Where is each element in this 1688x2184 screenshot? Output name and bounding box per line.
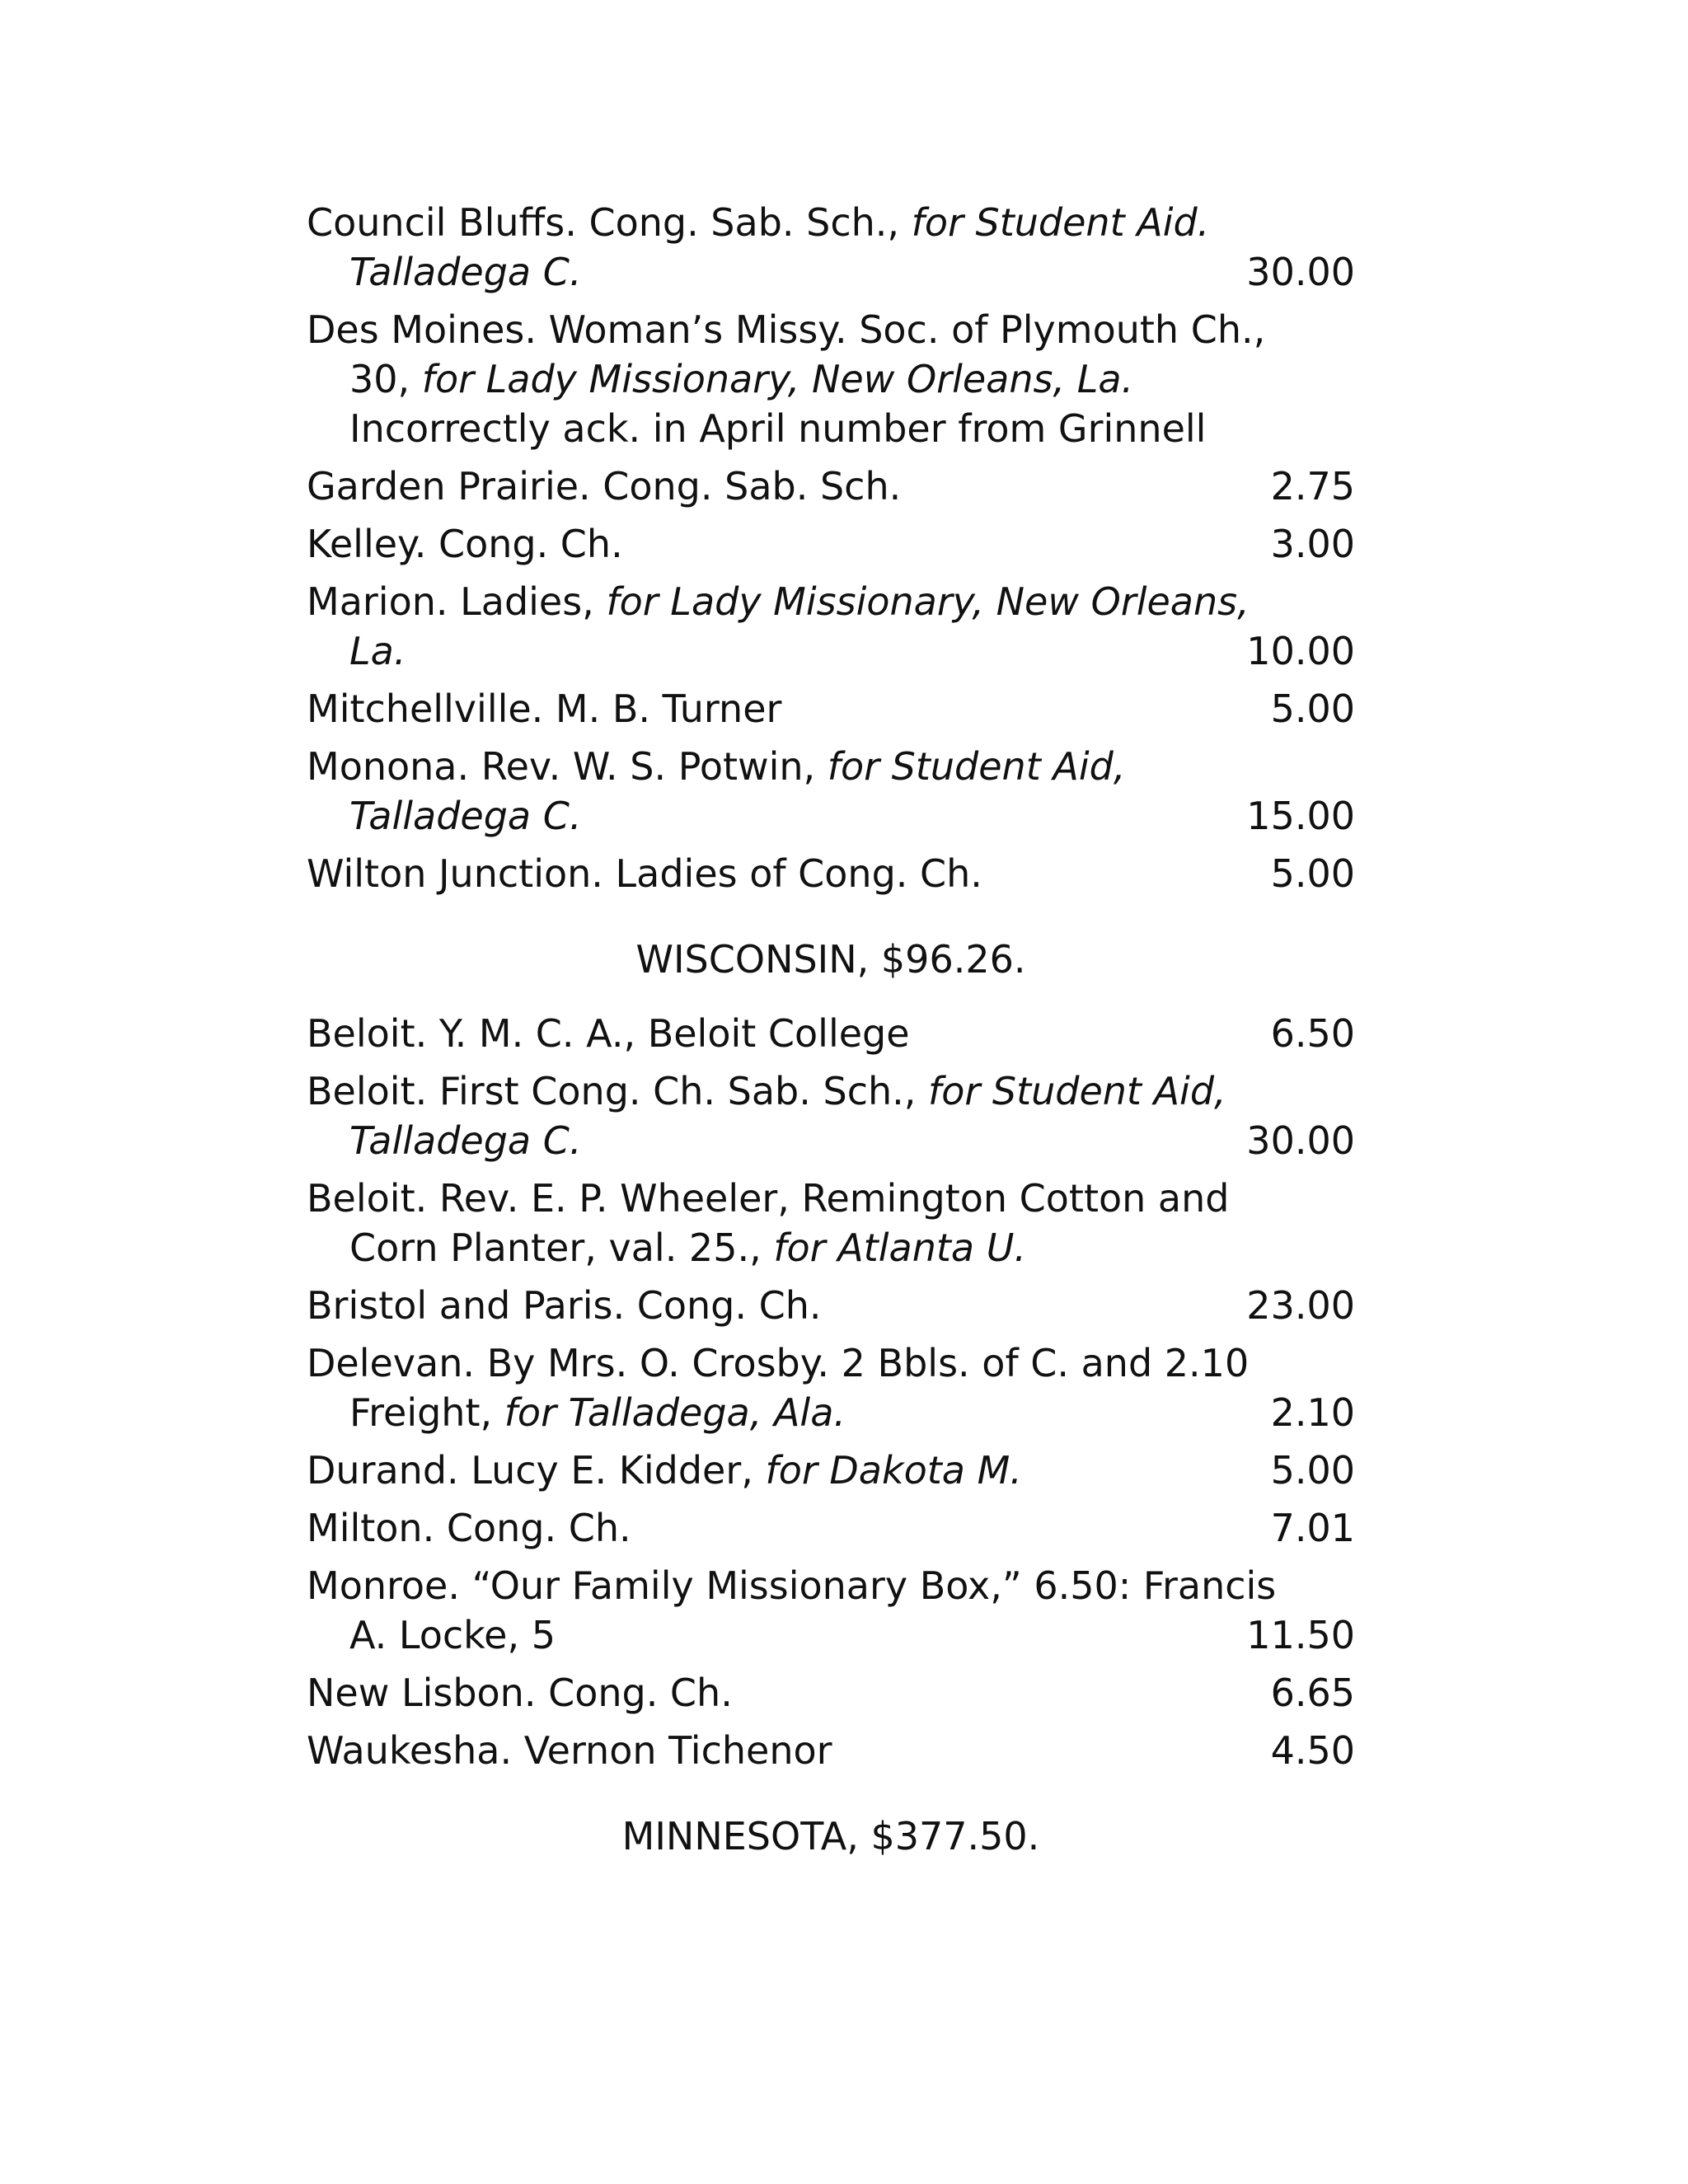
entry-line — [307, 1561, 1355, 1610]
entry-description: Cong. Ch. — [434, 1506, 631, 1550]
entry-amount: 5.00 — [1270, 851, 1355, 896]
entry-amount: 7.01 — [1270, 1506, 1355, 1550]
entry-text — [349, 626, 406, 676]
entry-line — [307, 1726, 1355, 1775]
place-name: Mitchellville. — [307, 687, 544, 731]
entry-line — [307, 1668, 1355, 1718]
entry-line — [307, 404, 1355, 453]
donation-entry — [307, 1668, 1355, 1718]
place-name: Marion. — [307, 579, 448, 624]
entry-text — [307, 1009, 910, 1058]
entry-description: Cong. Ch. — [426, 522, 623, 566]
entry-amount: 3.00 — [1270, 522, 1355, 566]
entry-description: Incorrectly ack. in April number from Grinnell — [349, 406, 1207, 451]
minnesota-heading: MINNESOTA, $377.50. — [621, 1814, 1040, 1858]
entry-description: First Cong. Ch. Sab. Sch., — [427, 1069, 929, 1113]
donation-entry — [307, 1174, 1355, 1272]
place-name: Beloit. — [307, 1069, 428, 1113]
iowa-entries — [307, 198, 1355, 898]
entry-text — [307, 1726, 832, 1775]
entry-line — [307, 1610, 1355, 1660]
entry-designation: for Lady Missionary, New Orleans, La. — [421, 357, 1134, 401]
place-name: Kelley. — [307, 522, 427, 566]
entry-description: Ladies, — [448, 579, 607, 624]
place-name: Des Moines. — [307, 307, 537, 352]
entry-text — [307, 1446, 1022, 1495]
entry-amount: 4.50 — [1270, 1728, 1355, 1773]
place-name: Waukesha. — [307, 1728, 513, 1773]
place-name: Delevan. — [307, 1341, 475, 1385]
entry-designation: for Dakota M. — [765, 1448, 1022, 1493]
entry-text — [349, 1610, 556, 1660]
entry-text — [307, 1066, 1226, 1116]
entry-text — [349, 404, 1206, 453]
entry-description: Vernon Tichenor — [512, 1728, 832, 1773]
entry-line — [307, 626, 1355, 676]
entry-line — [307, 742, 1355, 791]
place-name: Milton. — [307, 1506, 435, 1550]
entry-text — [307, 1503, 631, 1553]
donation-entry — [307, 305, 1355, 453]
donation-entry — [307, 198, 1355, 297]
place-name: Monroe. — [307, 1563, 460, 1608]
wisconsin-entries — [307, 1009, 1355, 1775]
donation-entry — [307, 1338, 1355, 1437]
entry-line — [307, 577, 1355, 626]
entry-description: Corn Planter, val. 25., — [349, 1226, 774, 1270]
entry-text — [307, 198, 1209, 247]
entry-description: Woman’s Missy. Soc. of Plymouth Ch., — [536, 307, 1266, 352]
entry-designation: for Student Aid. — [911, 200, 1210, 245]
entry-line — [307, 684, 1355, 733]
entry-amount: 2.10 — [1270, 1390, 1355, 1435]
entry-description: By Mrs. O. Crosby. 2 Bbls. of C. and 2.10 — [475, 1341, 1250, 1385]
donation-entry — [307, 1009, 1355, 1058]
entry-description: Rev. E. P. Wheeler, Remington Cotton and — [427, 1176, 1230, 1221]
entry-designation: for Student Aid, — [928, 1069, 1226, 1113]
entry-text — [307, 577, 1250, 626]
entry-designation: for Atlanta U. — [773, 1226, 1026, 1270]
entry-amount: 6.50 — [1270, 1011, 1355, 1056]
entry-description: 30, — [349, 357, 422, 401]
entry-amount: 6.65 — [1270, 1671, 1355, 1715]
entry-line — [307, 1009, 1355, 1058]
entry-text — [307, 742, 1125, 791]
entry-description: Cong. Ch. — [536, 1671, 733, 1715]
entry-line — [307, 849, 1355, 898]
place-name: Garden Prairie. — [307, 464, 591, 509]
donation-entry — [307, 577, 1355, 676]
donation-entry — [307, 742, 1355, 841]
entry-amount: 30.00 — [1246, 1118, 1355, 1163]
entry-amount: 11.50 — [1246, 1613, 1355, 1657]
entry-designation: Talladega C. — [349, 1118, 582, 1163]
entry-line — [307, 247, 1355, 297]
entry-line — [307, 462, 1355, 511]
place-name: New Lisbon. — [307, 1671, 537, 1715]
entry-text — [349, 1223, 1026, 1272]
place-name: Bristol and Paris. — [307, 1283, 626, 1328]
entry-description: Freight, — [349, 1390, 504, 1435]
entry-text — [307, 305, 1265, 354]
entry-amount: 5.00 — [1270, 687, 1355, 731]
entry-line — [307, 1388, 1355, 1437]
entry-amount: 15.00 — [1246, 794, 1355, 838]
entry-line — [307, 519, 1355, 569]
donation-entry — [307, 1066, 1355, 1165]
entry-description: A. Locke, 5 — [349, 1613, 556, 1657]
entry-designation: Talladega C. — [349, 250, 582, 294]
entry-line — [307, 1503, 1355, 1553]
donation-entry — [307, 1561, 1355, 1660]
entry-description: “Our Family Missionary Box,” 6.50: Francis — [459, 1563, 1277, 1608]
entry-line — [307, 1281, 1355, 1330]
entry-text — [349, 247, 581, 297]
entry-text — [307, 1668, 733, 1718]
entry-line — [307, 1174, 1355, 1223]
entry-description: Rev. W. S. Potwin, — [469, 744, 828, 789]
entry-line — [307, 791, 1355, 841]
entry-text — [307, 1338, 1249, 1388]
entry-amount: 23.00 — [1246, 1283, 1355, 1328]
place-name: Beloit. — [307, 1011, 428, 1056]
entry-line — [307, 305, 1355, 354]
donation-entry — [307, 462, 1355, 511]
entry-text — [307, 519, 623, 569]
entry-description: Y. M. C. A., Beloit College — [427, 1011, 910, 1056]
entry-description: Cong. Sab. Sch., — [576, 200, 912, 245]
wisconsin-heading: WISCONSIN, $96.26. — [635, 937, 1026, 982]
place-name: Beloit. — [307, 1176, 428, 1221]
entry-line — [307, 198, 1355, 247]
donation-entry — [307, 1446, 1355, 1495]
entry-text — [349, 791, 581, 841]
entry-description: Ladies of Cong. Ch. — [603, 851, 982, 896]
entry-line — [307, 1116, 1355, 1165]
place-name: Monona. — [307, 744, 470, 789]
entry-description: Lucy E. Kidder, — [458, 1448, 766, 1493]
entry-line — [307, 1446, 1355, 1495]
entry-text — [307, 849, 982, 898]
entry-designation: for Student Aid, — [827, 744, 1126, 789]
entry-line — [307, 1338, 1355, 1388]
donation-entry — [307, 849, 1355, 898]
entry-designation: Talladega C. — [349, 794, 582, 838]
place-name: Wilton Junction. — [307, 851, 603, 896]
entry-text — [307, 684, 781, 733]
entry-amount: 30.00 — [1246, 250, 1355, 294]
entry-designation: for Talladega, Ala. — [504, 1390, 846, 1435]
receipts-page — [307, 198, 1355, 1886]
donation-entry — [307, 1726, 1355, 1775]
entry-designation: La. — [349, 629, 406, 673]
entry-line — [307, 1223, 1355, 1272]
entry-line — [307, 354, 1355, 404]
entry-description: Cong. Ch. — [625, 1283, 822, 1328]
entry-description: M. B. Turner — [543, 687, 782, 731]
entry-text — [307, 1281, 822, 1330]
donation-entry — [307, 1503, 1355, 1553]
donation-entry — [307, 684, 1355, 733]
entry-text — [307, 462, 901, 511]
entry-amount: 2.75 — [1270, 464, 1355, 509]
entry-text — [307, 1561, 1276, 1610]
entry-text — [349, 1116, 581, 1165]
donation-entry — [307, 1281, 1355, 1330]
entry-line — [307, 1066, 1355, 1116]
entry-text — [349, 354, 1133, 404]
entry-amount: 5.00 — [1270, 1448, 1355, 1493]
donation-entry — [307, 519, 1355, 569]
entry-amount: 10.00 — [1246, 629, 1355, 673]
entry-description: Cong. Sab. Sch. — [590, 464, 902, 509]
place-name: Durand. — [307, 1448, 459, 1493]
entry-designation: for Lady Missionary, New Orleans, — [606, 579, 1250, 624]
place-name: Council Bluffs. — [307, 200, 577, 245]
entry-text — [349, 1388, 846, 1437]
entry-text — [307, 1174, 1229, 1223]
